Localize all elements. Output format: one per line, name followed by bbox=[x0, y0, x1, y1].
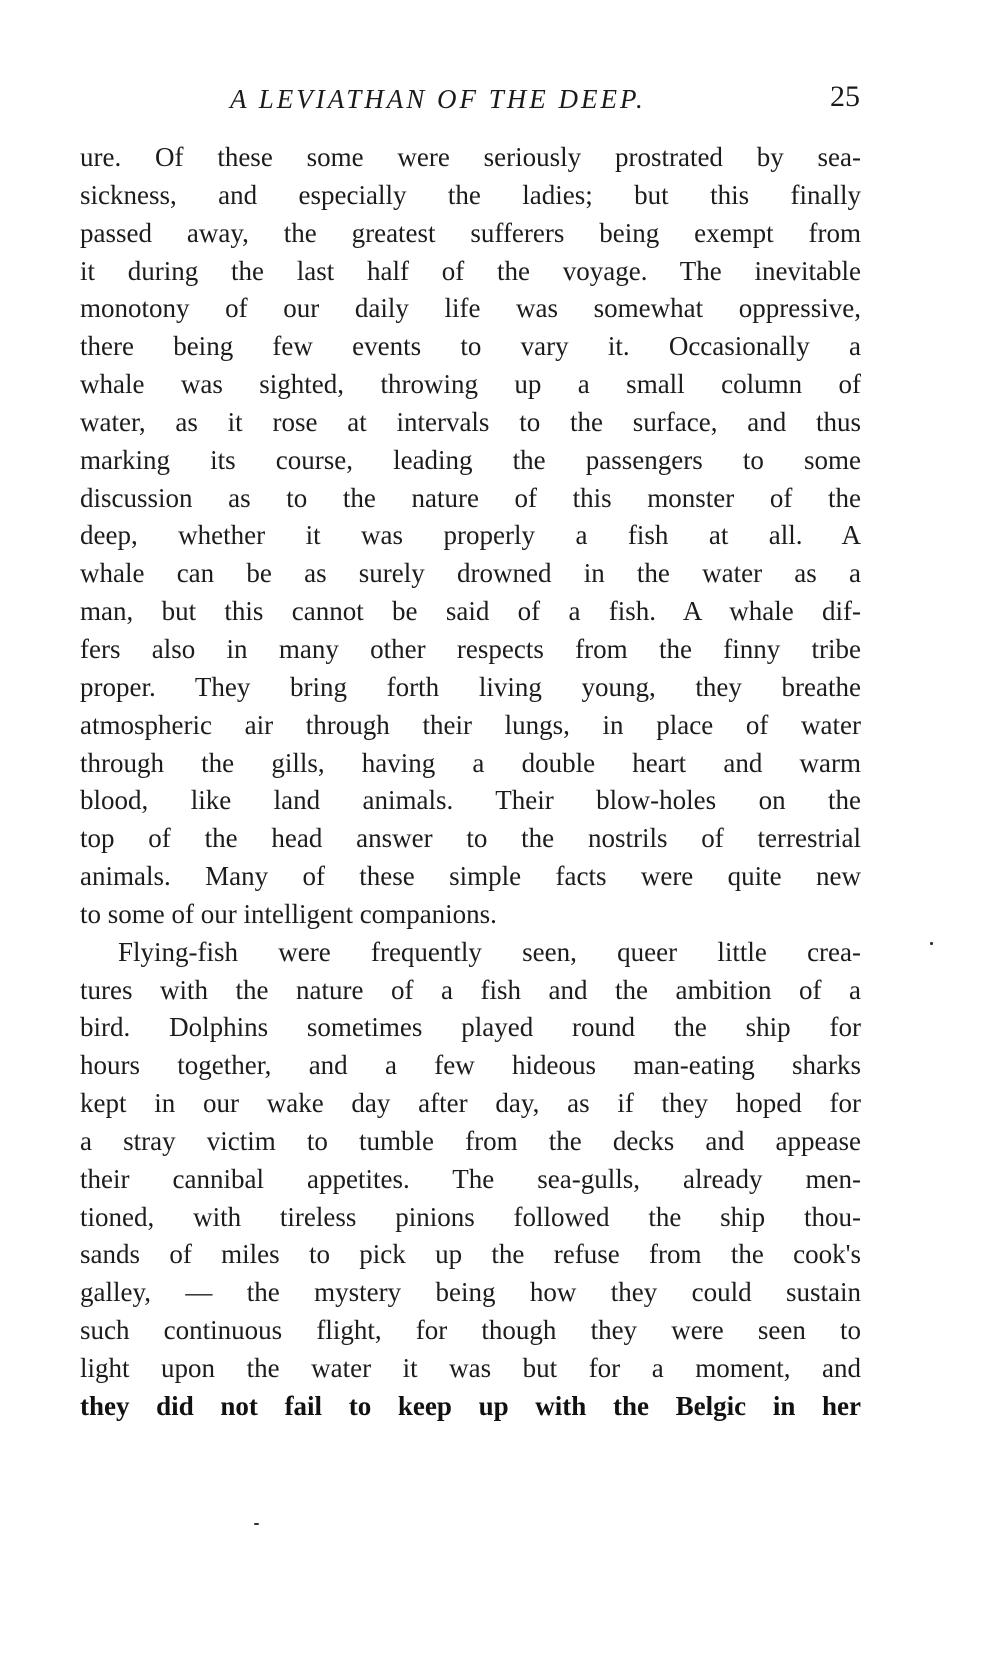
text-line: tioned, with tireless pinions followed the ship thou- bbox=[80, 1201, 861, 1232]
margin-speck bbox=[930, 942, 933, 945]
text-line: Flying-fish were frequently seen, queer little crea- bbox=[118, 936, 861, 967]
text-line: proper. They bring forth living young, they breathe bbox=[80, 671, 861, 702]
text-line: there being few events to vary it. Occasionally a bbox=[80, 331, 861, 362]
text-line: to some of our intelligent companions. bbox=[80, 898, 497, 929]
text-line: top of the head answer to the nostrils of terrestrial bbox=[80, 823, 861, 854]
text-line: passed away, the greatest sufferers being exempt from bbox=[80, 217, 861, 248]
text-line: deep, whether it was properly a fish at all. A bbox=[80, 520, 861, 551]
text-line: through the gills, having a double heart and warm bbox=[80, 747, 861, 778]
text-line: galley, — the mystery being how they could sustain bbox=[80, 1277, 861, 1308]
text-line: kept in our wake day after day, as if they hoped for bbox=[80, 1088, 861, 1119]
text-line: atmospheric air through their lungs, in place of water bbox=[80, 709, 861, 740]
text-line: it during the last half of the voyage. The inevitable bbox=[80, 255, 861, 286]
text-line: blood, like land animals. Their blow-holes on the bbox=[80, 785, 861, 816]
text-line: their cannibal appetites. The sea-gulls, already men- bbox=[80, 1163, 861, 1194]
text-line: tures with the nature of a fish and the ambition of a bbox=[80, 974, 861, 1005]
text-line: sickness, and especially the ladies; but this finally bbox=[80, 179, 861, 210]
text-line: bird. Dolphins sometimes played round the ship for bbox=[80, 1012, 861, 1043]
running-head bbox=[80, 80, 860, 124]
text-line: fers also in many other respects from the finny tribe bbox=[80, 633, 861, 664]
text-line: sands of miles to pick up the refuse from the cook's bbox=[80, 1239, 861, 1270]
text-line: whale can be as surely drowned in the water as a bbox=[80, 558, 861, 589]
text-line: animals. Many of these simple facts were quite new bbox=[80, 861, 861, 892]
page-number: 25 bbox=[830, 80, 860, 113]
bottom-speck bbox=[254, 1523, 259, 1525]
text-line: they did not fail to keep up with the Belgic in her bbox=[80, 1390, 861, 1421]
text-line: such continuous flight, for though they were seen to bbox=[80, 1315, 861, 1346]
running-title: A LEVIATHAN OF THE DEEP. bbox=[230, 84, 646, 114]
text-line: monotony of our daily life was somewhat oppressive, bbox=[80, 293, 861, 324]
text-line: whale was sighted, throwing up a small column of bbox=[80, 369, 861, 400]
text-line: a stray victim to tumble from the decks and appease bbox=[80, 1125, 861, 1156]
text-line: discussion as to the nature of this monster of the bbox=[80, 482, 861, 513]
text-line: light upon the water it was but for a moment, and bbox=[80, 1353, 861, 1383]
text-line: man, but this cannot be said of a fish. A whale dif- bbox=[80, 596, 861, 627]
text-line: water, as it rose at intervals to the surface, and thus bbox=[80, 406, 861, 437]
text-line: hours together, and a few hideous man-eating sharks bbox=[80, 1050, 861, 1081]
body-text bbox=[80, 139, 861, 1426]
text-line: ure. Of these some were seriously prostrated by sea- bbox=[80, 142, 861, 172]
text-line: marking its course, leading the passengers to some bbox=[80, 444, 861, 475]
